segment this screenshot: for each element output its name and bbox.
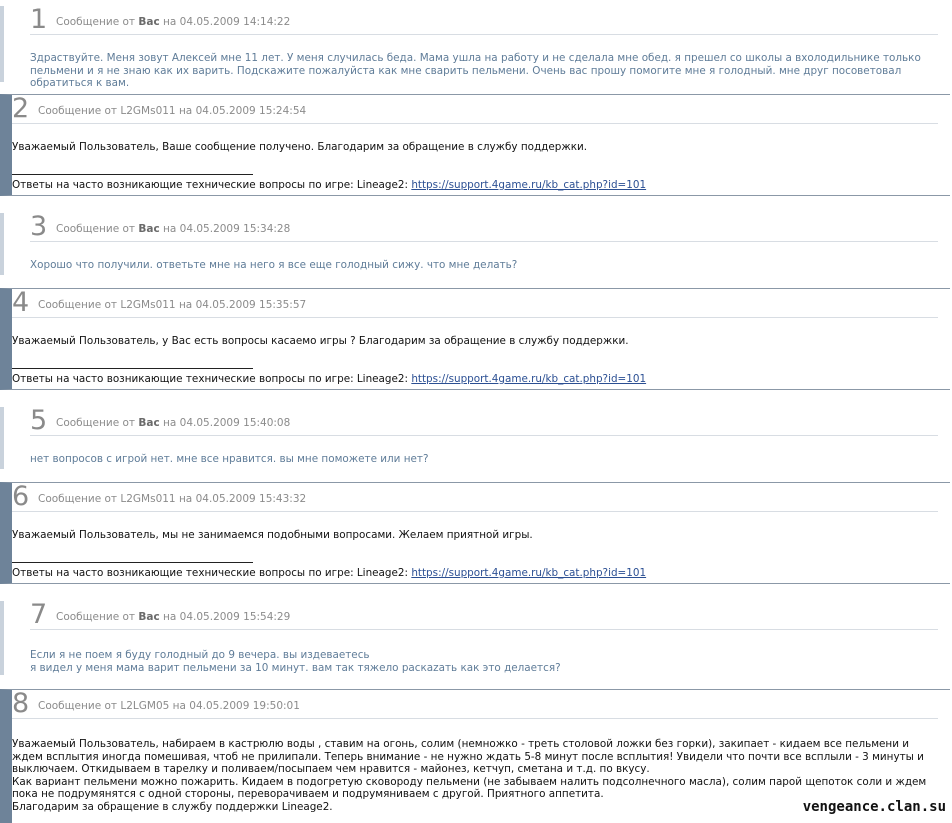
message-number: 5 [30, 405, 48, 436]
message-meta: Сообщение от L2GMs011 на 04.05.2009 15:43:32 [38, 493, 307, 505]
message-paragraph-2: Как вариант пельмени можно пожарить. Кидаем в подогретую сковороду пельмени (не забываем налить подсолнечного масла), солим парой щепоток соли и ждем пока не подрумянятся с одной стороны, переворачиваем и подрумяниваем с другой. Приятного аппетита. [12, 775, 927, 800]
message-paragraph-3: Благодарим за обращение в службу поддержки Lineage2. [12, 800, 333, 813]
message-meta: Сообщение от Вас на 04.05.2009 15:34:28 [56, 223, 291, 235]
signature-divider [12, 562, 253, 563]
message-text: Хорошо что получили. ответьте мне на него я все еще голодный сижу. что мне делать? [30, 259, 518, 271]
message-6 [0, 482, 950, 584]
message-meta: Сообщение от L2GMs011 на 04.05.2009 15:24:54 [38, 105, 307, 117]
message-header [12, 95, 938, 124]
message-meta: Сообщение от Вас на 04.05.2009 15:54:29 [56, 611, 291, 623]
message-header [12, 289, 938, 318]
message-line-2: я видел у меня мама варит пельмени за 10 минут. вам так тяжело раскazать как это делается? [30, 661, 561, 674]
message-number: 2 [12, 93, 30, 124]
message-header [12, 690, 938, 719]
message-header [30, 407, 938, 436]
message-header [30, 213, 938, 242]
faq-link[interactable]: https://support.4game.ru/kb_cat.php?id=101 [411, 179, 647, 191]
message-number: 4 [12, 287, 30, 318]
message-meta: Сообщение от Вас на 04.05.2009 15:40:08 [56, 417, 291, 429]
message-text: нет вопросов с игрой нет. мне все нравится. вы мне поможете или нет? [30, 453, 429, 465]
message-meta: Сообщение от Вас на 04.05.2009 14:14:22 [56, 16, 291, 28]
message-text: Уважаемый Пользователь, у Вас есть вопросы касаемо игры ? Благодарим за обращение в службу поддержки. [12, 335, 629, 347]
author-name: Вас [138, 417, 160, 429]
message-1 [0, 4, 950, 89]
message-3 [0, 213, 950, 275]
message-5 [0, 407, 950, 469]
watermark: vengeance.clan.su [802, 799, 946, 815]
signature-divider [12, 174, 253, 175]
message-header [30, 6, 938, 35]
message-number: 1 [30, 4, 48, 35]
message-number: 3 [30, 211, 48, 242]
faq-line: Ответы на часто возникающие технические вопросы по игре: Lineage2: https://support.4game.ru/kb_cat.php?id=101 [12, 179, 647, 191]
message-meta: Сообщение от L2LGM05 на 04.05.2009 19:50:01 [38, 700, 300, 712]
faq-line: Ответы на часто возникающие технические вопросы по игре: Lineage2: https://support.4game.ru/kb_cat.php?id=101 [12, 567, 647, 579]
message-number: 7 [30, 599, 48, 630]
author-name: Вас [138, 611, 160, 623]
message-number: 6 [12, 481, 30, 512]
message-line-1: Если я не поем я буду голодный до 9 вечера. вы издеваетесь [30, 649, 370, 661]
message-text: Уважаемый Пользователь, Ваше сообщение получено. Благодарим за обращение в службу поддержки. [12, 141, 588, 153]
message-header [30, 601, 938, 630]
message-2 [0, 94, 950, 196]
author-name: Вас [138, 16, 160, 28]
message-4 [0, 288, 950, 390]
message-text: Здраствуйте. Меня зовут Алексей мне 11 лет. У меня случилась беда. Мама ушла на работу и не сделала мне обед. я прешел со школы а вхолодильнике только пельмени и я не знаю как их варить. Подскажите пожалуйста как мне сварить пельмени. Очень вас прошу помогите мне я голодный. мне друг посоветовал обратиться к вам. [30, 52, 921, 89]
message-header [12, 483, 938, 512]
faq-link[interactable]: https://support.4game.ru/kb_cat.php?id=101 [411, 567, 647, 579]
message-paragraph-1: Уважаемый Пользователь, набираем в кастрюлю воды , ставим на огонь, солим (немножко - треть столовой ложки без горки), закипает - кидаем все пельмени и ждем всплытия иногда помешивая, чтоб не прилипали. Теперь внимание - не нужно ждать 5-8 минут после всплытия! Увидели что почти все всплыли - 3 минуты и выключаем. Откидываем в тарелку и поливаем/посыпаем чем нравится - майонез, кетчуп, сметана и т.д. по вкусу. [12, 738, 924, 775]
message-number: 8 [12, 688, 30, 719]
faq-line: Ответы на часто возникающие технические вопросы по игре: Lineage2: https://support.4game.ru/kb_cat.php?id=101 [12, 373, 647, 385]
message-text [30, 649, 942, 674]
author-name: Вас [138, 223, 160, 235]
message-text: Уважаемый Пользователь, мы не занимаемся подобными вопросами. Желаем приятной игры. [12, 529, 533, 541]
message-7 [0, 601, 950, 675]
message-meta: Сообщение от L2GMs011 на 04.05.2009 15:35:57 [38, 299, 307, 311]
signature-divider [12, 368, 253, 369]
faq-link[interactable]: https://support.4game.ru/kb_cat.php?id=101 [411, 373, 647, 385]
